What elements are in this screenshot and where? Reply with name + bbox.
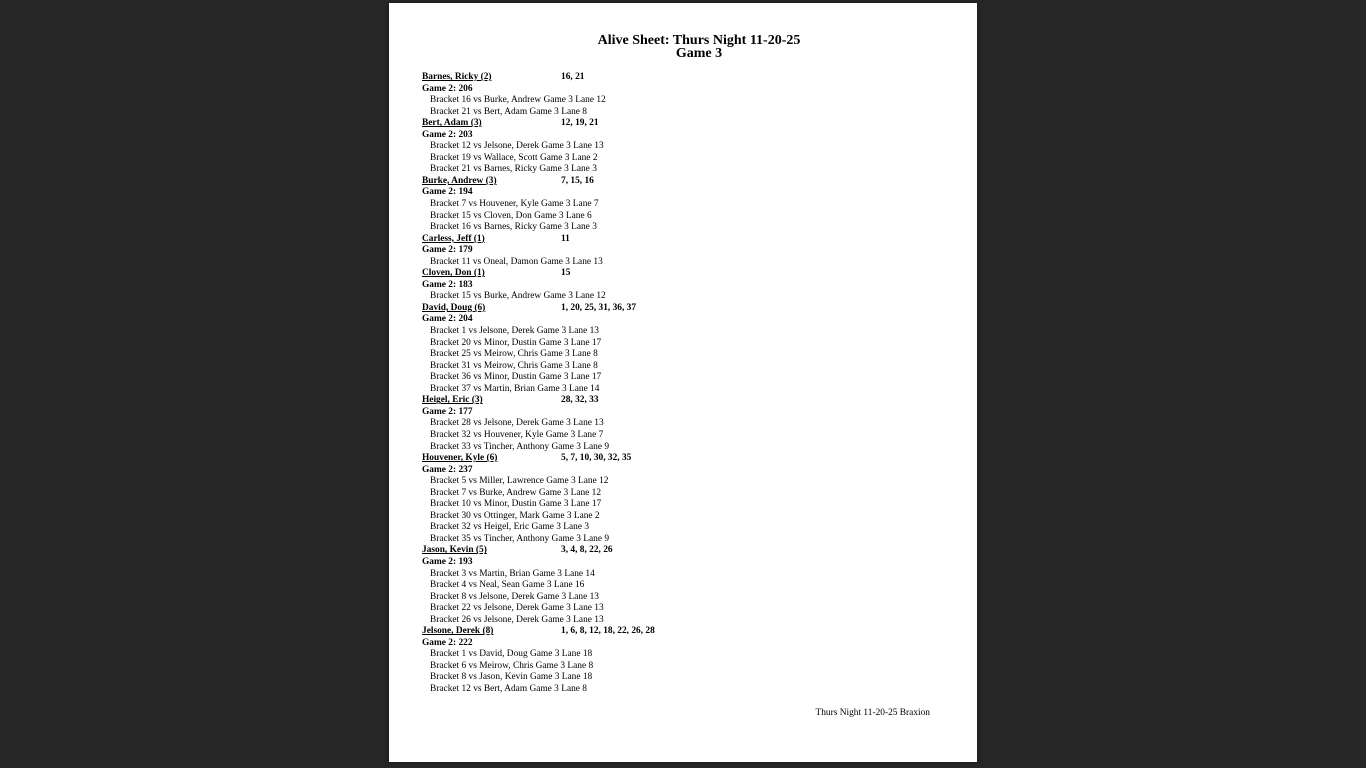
bowler-entry: [422, 176, 962, 234]
bracket-matchup: Bracket 31 vs Meirow, Chris Game 3 Lane 8: [430, 360, 598, 371]
bracket-matchup: Bracket 21 vs Barnes, Ricky Game 3 Lane 3: [430, 164, 597, 175]
bracket-matchup: Bracket 30 vs Ottinger, Mark Game 3 Lane 2: [430, 510, 600, 521]
bowler-bracket-numbers: 5, 7, 10, 30, 32, 35: [561, 453, 632, 464]
bowler-name: Jason, Kevin (5): [422, 545, 487, 556]
document-page: [389, 3, 977, 762]
bowler-entry: [422, 268, 962, 303]
bracket-matchup: Bracket 8 vs Jelsone, Derek Game 3 Lane 13: [430, 591, 599, 602]
bowler-entry: [422, 545, 962, 626]
game-2-score: Game 2: 183: [422, 279, 473, 290]
bowler-header: [422, 453, 962, 465]
bowler-header: [422, 395, 962, 407]
bracket-matchup: Bracket 32 vs Houvener, Kyle Game 3 Lane 7: [430, 429, 604, 440]
bracket-matchup: Bracket 32 vs Heigel, Eric Game 3 Lane 3: [430, 522, 590, 533]
bracket-matchup: Bracket 8 vs Jason, Kevin Game 3 Lane 18: [430, 672, 593, 683]
bracket-matchup: Bracket 4 vs Neal, Sean Game 3 Lane 16: [430, 580, 585, 591]
bracket-matchup: Bracket 12 vs Jelsone, Derek Game 3 Lane 13: [430, 141, 604, 152]
bracket-matchup: Bracket 25 vs Meirow, Chris Game 3 Lane 8: [430, 349, 598, 360]
game-2-score: Game 2: 206: [422, 83, 473, 94]
bracket-matchup: Bracket 1 vs Jelsone, Derek Game 3 Lane 13: [430, 326, 599, 337]
game-2-score: Game 2: 237: [422, 464, 473, 475]
bracket-matchup: Bracket 1 vs David, Doug Game 3 Lane 18: [430, 649, 593, 660]
bowler-entry: [422, 453, 962, 545]
game-2-score: Game 2: 194: [422, 187, 473, 198]
bowler-header: [422, 234, 962, 246]
bracket-matchup: Bracket 35 vs Tincher, Anthony Game 3 Lane 9: [430, 533, 610, 544]
bracket-matchup: Bracket 7 vs Houvener, Kyle Game 3 Lane 7: [430, 199, 599, 210]
bowler-name: Carless, Jeff (1): [422, 233, 485, 244]
bowler-header: [422, 626, 962, 638]
bowler-entry: [422, 303, 962, 395]
bracket-matchup: Bracket 3 vs Martin, Brian Game 3 Lane 14: [430, 568, 595, 579]
bowler-bracket-numbers: 7, 15, 16: [561, 175, 594, 186]
bowler-entry: [422, 395, 962, 453]
bracket-matchup: Bracket 15 vs Burke, Andrew Game 3 Lane 12: [430, 291, 606, 302]
bracket-matchup: Bracket 28 vs Jelsone, Derek Game 3 Lane 13: [430, 418, 604, 429]
bowler-entry: [422, 118, 962, 176]
bowler-header: [422, 176, 962, 188]
bracket-matchup: Bracket 15 vs Cloven, Don Game 3 Lane 6: [430, 210, 592, 221]
bracket-matchup: Bracket 19 vs Wallace, Scott Game 3 Lane 2: [430, 152, 598, 163]
bracket-matchup: Bracket 6 vs Meirow, Chris Game 3 Lane 8: [430, 660, 594, 671]
bowler-header: [422, 268, 962, 280]
game-2-score: Game 2: 193: [422, 556, 473, 567]
bracket-matchup: Bracket 26 vs Jelsone, Derek Game 3 Lane 13: [430, 614, 604, 625]
bowler-name: Cloven, Don (1): [422, 268, 485, 279]
bracket-matchup: Bracket 37 vs Martin, Brian Game 3 Lane 14: [430, 383, 600, 394]
bowler-bracket-numbers: 15: [561, 268, 571, 279]
bracket-matchup: Bracket 7 vs Burke, Andrew Game 3 Lane 12: [430, 487, 602, 498]
bowler-entry: [422, 234, 962, 269]
game-2-score: Game 2: 179: [422, 245, 473, 256]
bracket-matchup: Bracket 21 vs Bert, Adam Game 3 Lane 8: [430, 106, 587, 117]
bowler-bracket-numbers: 11: [561, 233, 570, 244]
bowler-header: [422, 118, 962, 130]
page-footer: Thurs Night 11-20-25 Braxion: [815, 708, 930, 718]
bracket-matchup: Bracket 22 vs Jelsone, Derek Game 3 Lane 13: [430, 603, 604, 614]
bracket-matchup: Bracket 33 vs Tincher, Anthony Game 3 Lane 9: [430, 441, 610, 452]
bracket-matchup: Bracket 16 vs Barnes, Ricky Game 3 Lane 3: [430, 222, 597, 233]
bowler-name: Burke, Andrew (3): [422, 175, 497, 186]
title-line-1: Alive Sheet: Thurs Night 11-20-25: [597, 33, 801, 48]
bowler-bracket-numbers: 12, 19, 21: [561, 118, 599, 129]
bowler-entry: [422, 72, 962, 118]
bowler-name: Bert, Adam (3): [422, 118, 482, 129]
bowler-name: David, Doug (6): [422, 302, 486, 313]
bowler-name: Jelsone, Derek (8): [422, 626, 494, 637]
bowler-entry: [422, 626, 962, 695]
bowler-bracket-numbers: 28, 32, 33: [561, 395, 599, 406]
bowler-name: Barnes, Ricky (2): [422, 72, 492, 82]
title-line-2: Game 3: [675, 46, 723, 61]
bracket-matchup: Bracket 12 vs Bert, Adam Game 3 Lane 8: [430, 683, 587, 694]
page-title: [389, 34, 1009, 60]
game-2-score: Game 2: 203: [422, 129, 473, 140]
bowler-bracket-numbers: 16, 21: [561, 72, 585, 82]
bowler-bracket-numbers: 3, 4, 8, 22, 26: [561, 545, 613, 556]
bowler-name: Heigel, Eric (3): [422, 395, 483, 406]
bowler-name: Houvener, Kyle (6): [422, 453, 498, 464]
bowler-header: [422, 303, 962, 315]
game-2-score: Game 2: 204: [422, 314, 473, 325]
bracket-matchup: Bracket 36 vs Minor, Dustin Game 3 Lane 17: [430, 372, 602, 383]
bowler-list: [422, 72, 962, 696]
bowler-header: [422, 72, 962, 84]
bowler-bracket-numbers: 1, 6, 8, 12, 18, 22, 26, 28: [561, 626, 655, 637]
bracket-matchup: Bracket 11 vs Oneal, Damon Game 3 Lane 13: [430, 256, 603, 267]
bracket-matchup: Bracket 20 vs Minor, Dustin Game 3 Lane 17: [430, 337, 602, 348]
game-2-score: Game 2: 222: [422, 637, 473, 648]
bracket-matchup: Bracket 16 vs Burke, Andrew Game 3 Lane 12: [430, 95, 606, 106]
game-2-score: Game 2: 177: [422, 406, 473, 417]
bowler-bracket-numbers: 1, 20, 25, 31, 36, 37: [561, 302, 636, 313]
bowler-header: [422, 545, 962, 557]
bracket-matchup: Bracket 5 vs Miller, Lawrence Game 3 Lane 12: [430, 476, 609, 487]
bracket-matchup: Bracket 10 vs Minor, Dustin Game 3 Lane 17: [430, 499, 602, 510]
